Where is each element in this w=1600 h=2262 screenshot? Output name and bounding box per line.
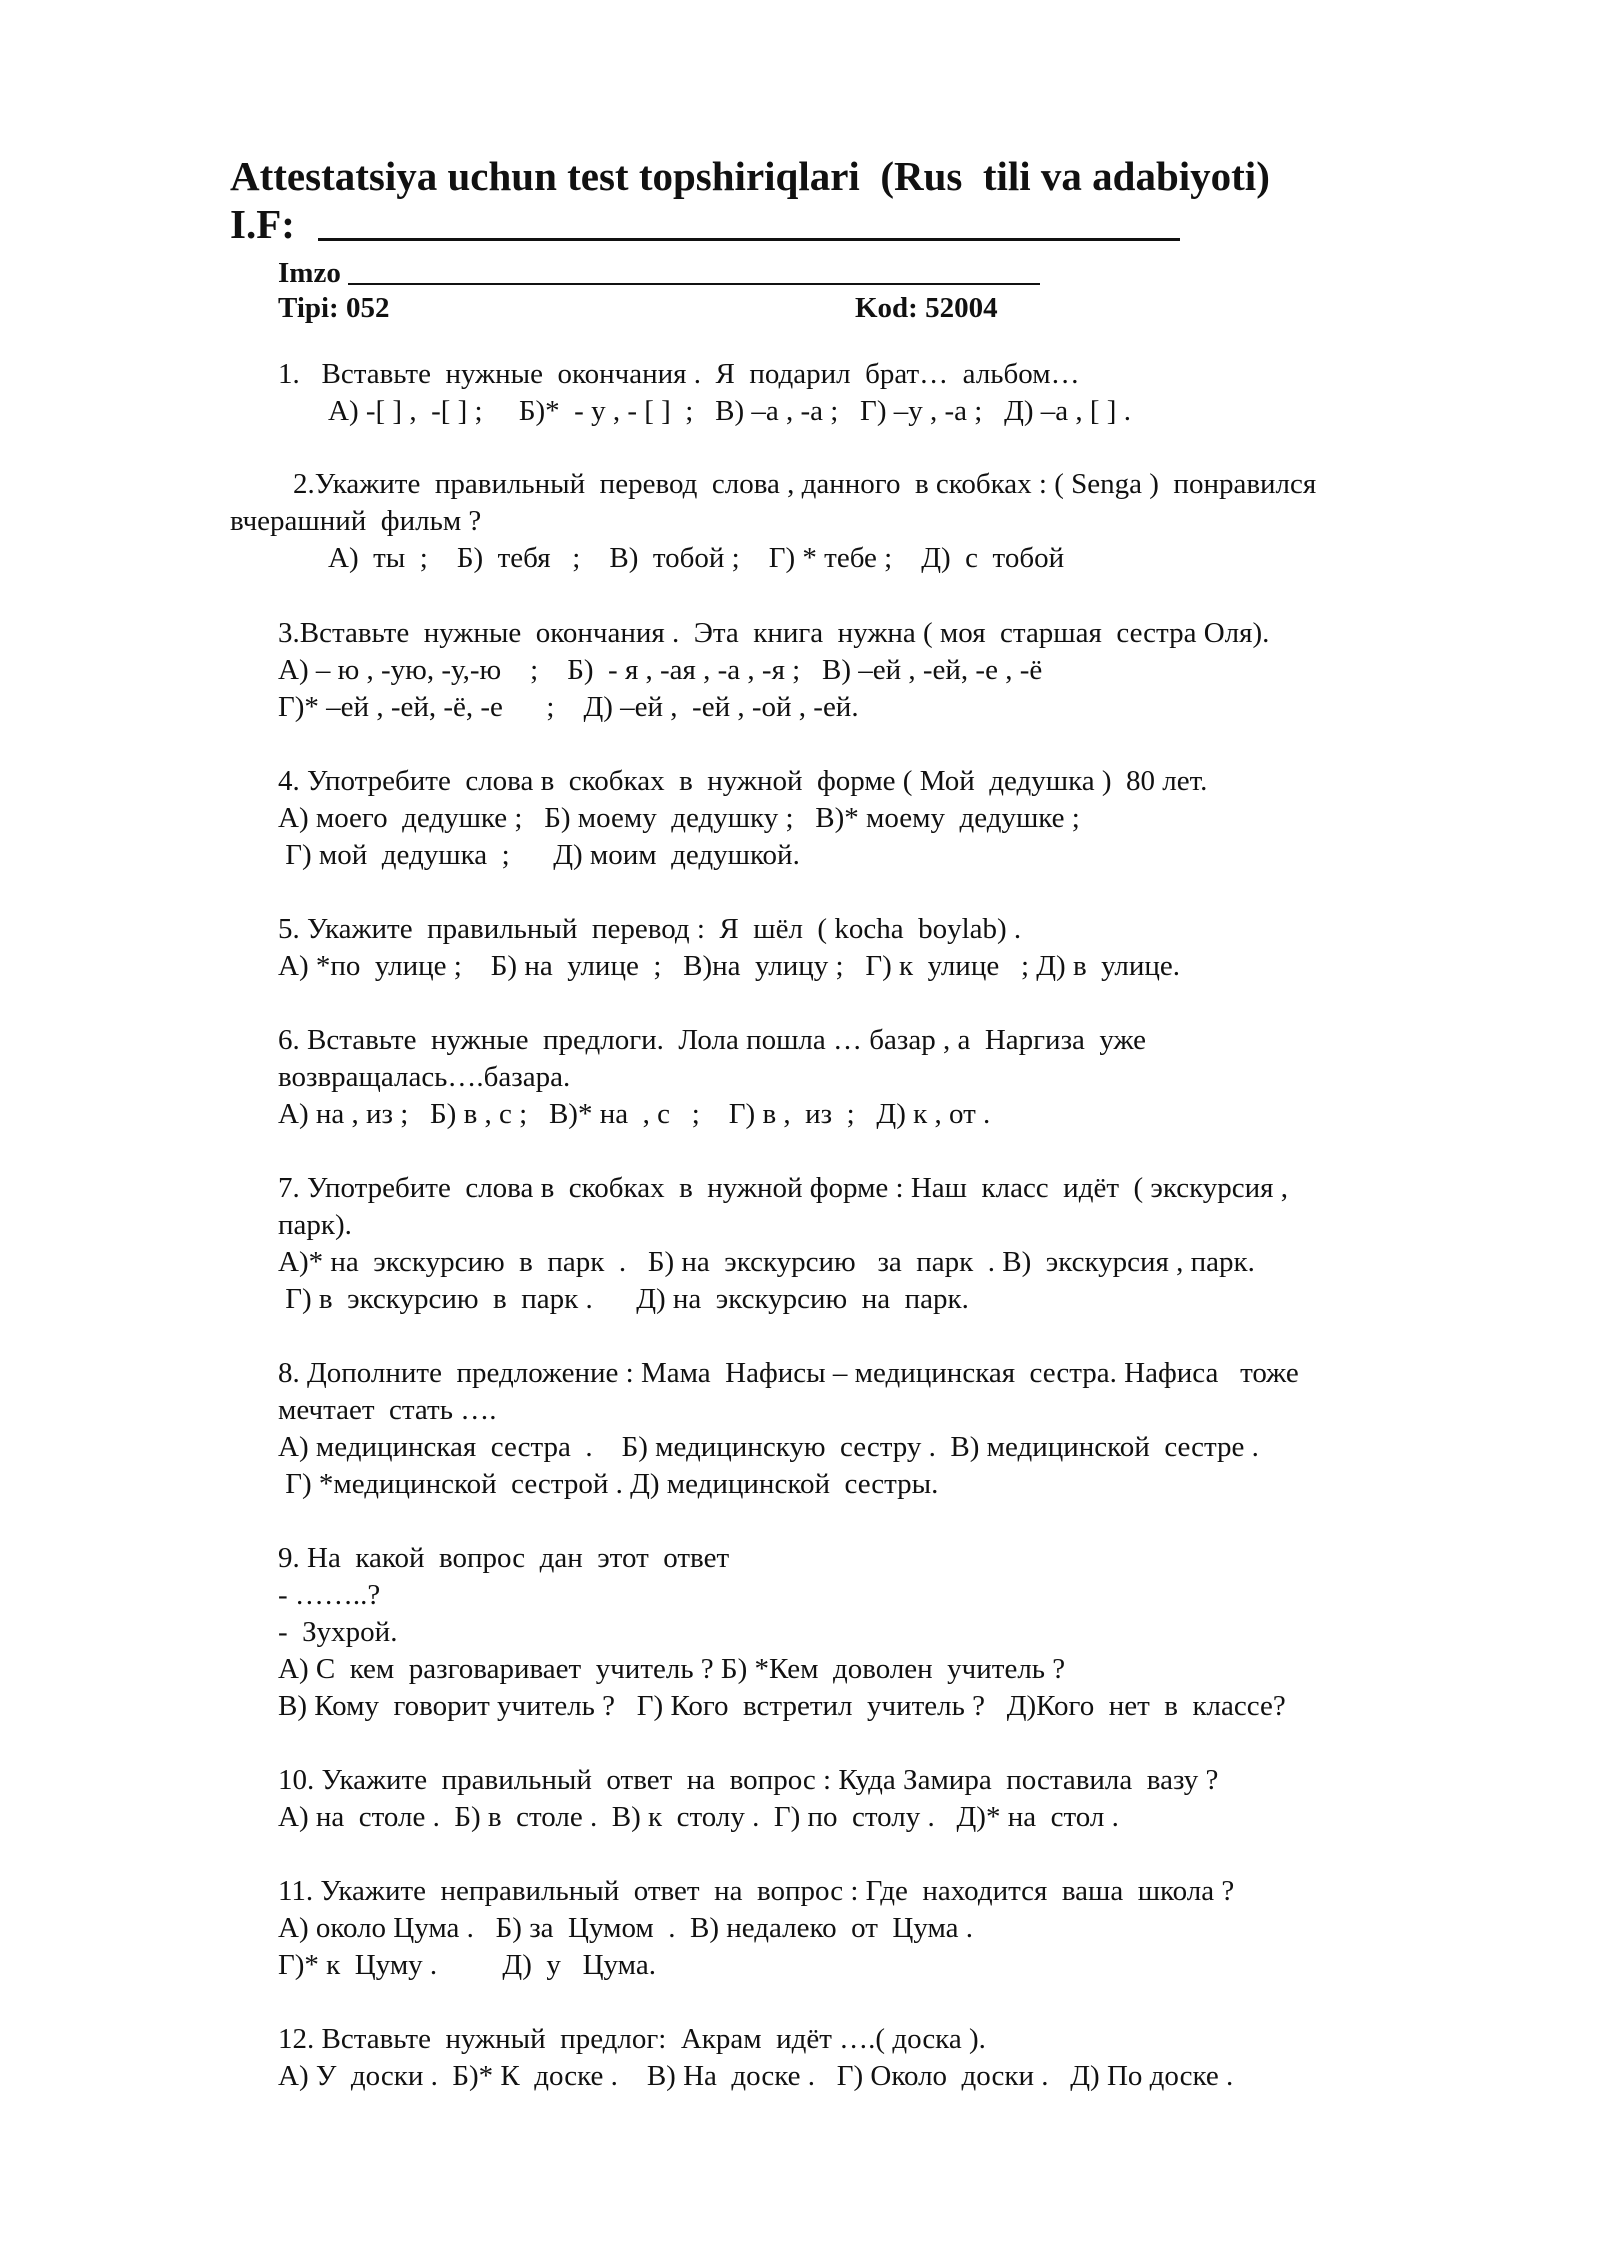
- question-line: 3.Вставьте нужные окончания . Эта книга нужна ( моя старшая сестра Оля).: [278, 617, 1270, 649]
- imzo-signature-field[interactable]: [348, 283, 1040, 285]
- answer-line: А) *по улице ; Б) на улице ; В)на улицу ; Г) к улице ; Д) в улице.: [278, 950, 1181, 982]
- answer-line: А) около Цума . Б) за Цумом . В) недалеко от Цума .: [278, 1912, 973, 1944]
- question-line: 6. Вставьте нужные предлоги. Лола пошла … базар , а Наргиза уже: [278, 1024, 1147, 1056]
- question-line: 2.Укажите правильный перевод слова , данного в скобках : ( Senga ) понравился: [293, 468, 1317, 500]
- answer-line: А) У доски . Б)* К доске . В) На доске . Г) Около доски . Д) По доске .: [278, 2060, 1234, 2092]
- answer-line: А)* на экскурсию в парк . Б) на экскурсию за парк . В) экскурсия , парк.: [278, 1246, 1255, 1278]
- question-line: возвращалась….базара.: [278, 1061, 571, 1093]
- question-line: 4. Употребите слова в скобках в нужной форме ( Мой дедушка ) 80 лет.: [278, 765, 1208, 797]
- kod-label: Kod: 52004: [855, 292, 998, 324]
- if-label: I.F:: [230, 201, 295, 247]
- answer-line: Г) *медицинской сестрой . Д) медицинской сестры.: [278, 1468, 939, 1500]
- answer-line: А) на , из ; Б) в , с ; В)* на , с ; Г) в , из ; Д) к , от .: [278, 1098, 991, 1130]
- answer-line: А) – ю , -ую, -у,-ю ; Б) - я , -ая , -а , -я ; В) –ей , -ей, -е , -ё: [278, 654, 1043, 686]
- question-line: 8. Дополните предложение : Мама Нафисы – медицинская сестра. Нафиса тоже: [278, 1357, 1299, 1389]
- question-line: 9. На какой вопрос дан этот ответ: [278, 1542, 730, 1574]
- answer-line: Г)* к Цуму . Д) у Цума.: [278, 1949, 656, 1981]
- question-line: вчерашний фильм ?: [230, 505, 482, 537]
- answer-line: А) моего дедушке ; Б) моему дедушку ; В)* моему дедушке ;: [278, 802, 1080, 834]
- question-line: парк).: [278, 1209, 352, 1241]
- answer-line: Г)* –ей , -ей, -ё, -е ; Д) –ей , -ей , -ой , -ей.: [278, 691, 859, 723]
- question-line: 11. Укажите неправильный ответ на вопрос : Где находится ваша школа ?: [278, 1875, 1235, 1907]
- question-line: мечтает стать ….: [278, 1394, 497, 1426]
- question-line: 1. Вставьте нужные окончания . Я подарил брат… альбом…: [278, 358, 1080, 390]
- answer-line: Г) мой дедушка ; Д) моим дедушкой.: [278, 839, 800, 871]
- tipi-label: Tipi: 052: [278, 292, 390, 324]
- answer-line: В) Кому говорит учитель ? Г) Кого встретил учитель ? Д)Кого нет в классе?: [278, 1690, 1286, 1722]
- if-name-field[interactable]: [318, 238, 1180, 241]
- question-line: 7. Употребите слова в скобках в нужной форме : Наш класс идёт ( экскурсия ,: [278, 1172, 1289, 1204]
- answer-line: А) -[ ] , -[ ] ; Б)* - у , - [ ] ; В) –а , -а ; Г) –у , -а ; Д) –а , [ ] .: [328, 395, 1131, 427]
- answer-line: А) на столе . Б) в столе . В) к столу . Г) по столу . Д)* на стол .: [278, 1801, 1119, 1833]
- answer-line: А) С кем разговаривает учитель ? Б) *Кем доволен учитель ?: [278, 1653, 1066, 1685]
- question-line: - Зухрой.: [278, 1616, 398, 1648]
- imzo-label: Imzo: [278, 257, 341, 289]
- question-line: 5. Укажите правильный перевод : Я шёл ( kocha boylab) .: [278, 913, 1022, 945]
- answer-line: А) медицинская сестра . Б) медицинскую сестру . В) медицинской сестре .: [278, 1431, 1259, 1463]
- question-line: 12. Вставьте нужный предлог: Акрам идёт ….( доска ).: [278, 2023, 986, 2055]
- question-line: - ……..?: [278, 1579, 381, 1611]
- answer-line: Г) в экскурсию в парк . Д) на экскурсию на парк.: [278, 1283, 969, 1315]
- answer-line: А) ты ; Б) тебя ; В) тобой ; Г) * тебе ; Д) с тобой: [328, 542, 1065, 574]
- question-line: 10. Укажите правильный ответ на вопрос : Куда Замира поставила вазу ?: [278, 1764, 1219, 1796]
- page-title: Attestatsiya uchun test topshiriqlari (Rus tili va adabiyoti): [230, 153, 1270, 199]
